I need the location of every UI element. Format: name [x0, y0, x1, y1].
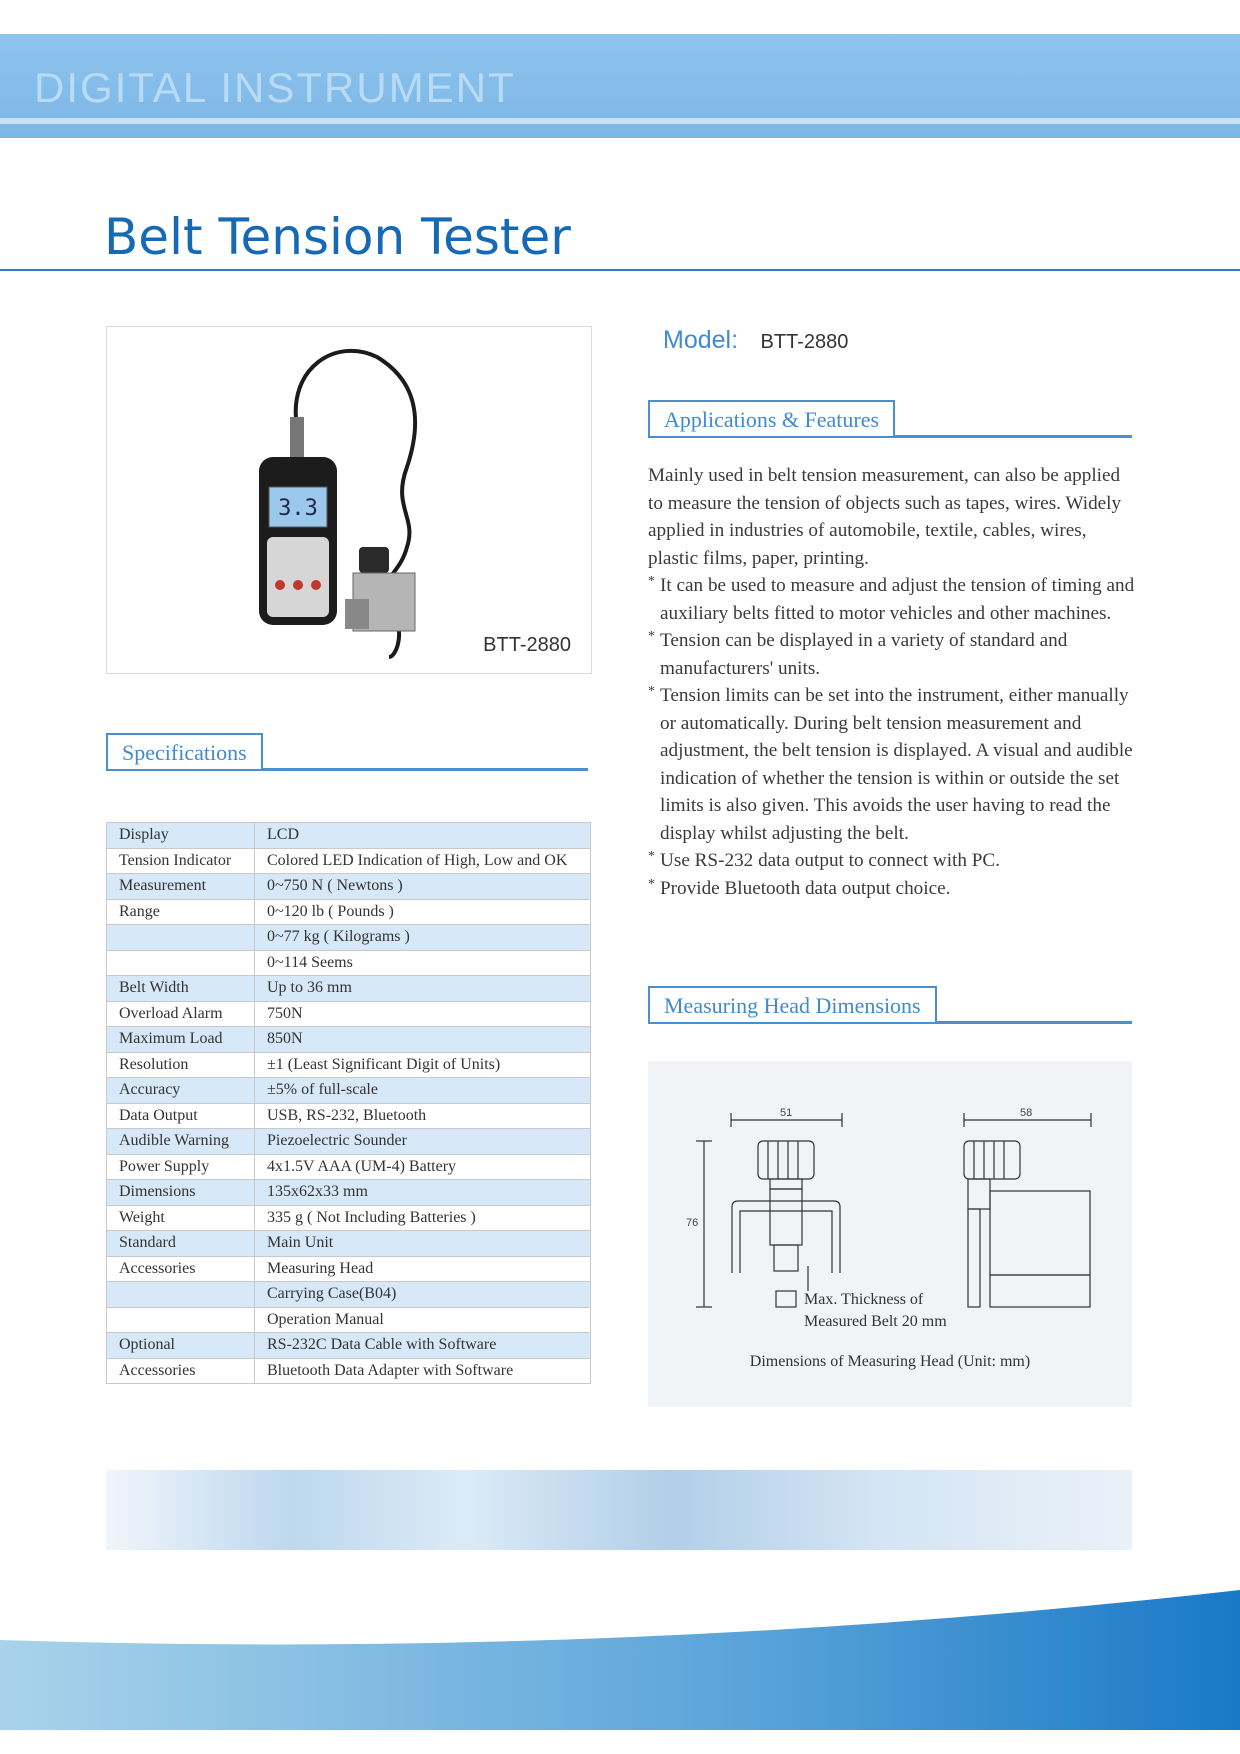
- table-row: Maximum Load 850N: [107, 1027, 591, 1053]
- specifications-heading: [106, 733, 588, 769]
- banner-title: DIGITAL INSTRUMENT: [34, 64, 516, 111]
- feature-bullet: * Provide Bluetooth data output choice.: [648, 876, 951, 899]
- table-row: Range 0~120 lb ( Pounds ): [107, 899, 591, 925]
- button-icon: [311, 580, 321, 590]
- table-row: 0~114 Seems: [107, 950, 591, 976]
- belt-thickness-note: [804, 1289, 947, 1333]
- table-row: Operation Manual: [107, 1307, 591, 1333]
- model-line: [663, 326, 848, 355]
- table-row: Overload Alarm 750N: [107, 1001, 591, 1027]
- head-clamp-icon: [345, 599, 369, 629]
- applications-tab: Applications & Features: [648, 400, 895, 436]
- note-line: Measured Belt 20 mm: [804, 1313, 947, 1330]
- table-row: Accessories Bluetooth Data Adapter with Software: [107, 1358, 591, 1384]
- decorative-circuit-banner: [106, 1470, 1132, 1550]
- head-knob-icon: [359, 547, 389, 573]
- dimensions-diagram: [648, 1061, 1132, 1407]
- table-row: Measurement 0~750 N ( Newtons ): [107, 874, 591, 900]
- feature-bullet: * It can be used to measure and adjust the tension of timing and auxiliary belts fitted to motor vehicles and other machines.: [648, 574, 1135, 624]
- table-row: Standard Main Unit: [107, 1231, 591, 1257]
- table-row: Accuracy ±5% of full-scale: [107, 1078, 591, 1104]
- side-body-icon: [990, 1191, 1090, 1275]
- applications-heading: [648, 400, 1132, 436]
- table-row: 0~77 kg ( Kilograms ): [107, 925, 591, 951]
- specifications-table: [106, 822, 591, 1384]
- table-row: Weight 335 g ( Not Including Batteries ): [107, 1205, 591, 1231]
- features-text: [648, 462, 1138, 902]
- table-row: Resolution ±1 (Least Significant Digit of Units): [107, 1052, 591, 1078]
- measuring-head-tab: Measuring Head Dimensions: [648, 986, 937, 1022]
- side-knob-icon: [964, 1141, 1020, 1179]
- connector-icon: [290, 417, 304, 457]
- note-line: Max. Thickness of: [804, 1291, 924, 1308]
- page-title: Belt Tension Tester: [104, 208, 571, 266]
- specifications-tab: Specifications: [106, 733, 263, 769]
- height-label: 76: [686, 1217, 699, 1229]
- table-row: Optional RS-232C Data Cable with Software: [107, 1333, 591, 1359]
- table-row: Dimensions 135x62x33 mm: [107, 1180, 591, 1206]
- button-icon: [275, 580, 285, 590]
- product-image-box: [106, 326, 592, 674]
- side-plate-icon: [968, 1209, 980, 1307]
- feature-bullet: * Tension can be displayed in a variety of standard and manufacturers' units.: [648, 629, 1068, 679]
- front-frame-icon: [732, 1201, 840, 1273]
- banner-stripe: [0, 118, 1240, 124]
- lcd-value: 3.3: [278, 496, 318, 521]
- width-front-label: 51: [780, 1107, 793, 1119]
- table-row: Audible Warning Piezoelectric Sounder: [107, 1129, 591, 1155]
- title-divider: [0, 269, 1240, 271]
- model-key: Model:: [663, 326, 739, 354]
- features-intro: Mainly used in belt tension measurement, can also be applied to measure the tension of objects such as tapes, wires. Widely applied in industries of automobile, textile, cables, wires, plastic films, paper, printing.: [648, 465, 1122, 569]
- model-value: BTT-2880: [760, 331, 849, 353]
- feature-bullet: * Use RS-232 data output to connect with PC.: [648, 849, 1001, 871]
- top-banner: [0, 34, 1240, 138]
- button-icon: [293, 580, 303, 590]
- feature-bullet: * Tension limits can be set into the instrument, either manually or automatically. During belt tension measurement and adjustment, the belt tension is displayed. A visual and audible indication of whether the tension is within or outside the set limits is also given. This avoids the user having to read the display whilst adjusting the belt.: [648, 684, 1133, 844]
- table-row: Power Supply 4x1.5V AAA (UM-4) Battery: [107, 1154, 591, 1180]
- table-row: Carrying Case(B04): [107, 1282, 591, 1308]
- width-side-label: 58: [1020, 1107, 1033, 1119]
- product-model-label: BTT-2880: [483, 634, 571, 656]
- table-row: Accessories Measuring Head: [107, 1256, 591, 1282]
- meter-panel-icon: [267, 537, 329, 617]
- front-knob-icon: [758, 1141, 814, 1179]
- measuring-head-heading: [648, 986, 1132, 1022]
- front-tip-icon: [776, 1291, 796, 1307]
- table-row: Belt Width Up to 36 mm: [107, 976, 591, 1002]
- product-illustration: [107, 327, 591, 673]
- dimensions-caption: Dimensions of Measuring Head (Unit: mm): [749, 1353, 1031, 1370]
- table-row: Tension Indicator Colored LED Indication of High, Low and OK: [107, 848, 591, 874]
- front-shaft-icon: [770, 1189, 802, 1245]
- table-row: Data Output USB, RS-232, Bluetooth: [107, 1103, 591, 1129]
- table-row: Display LCD: [107, 823, 591, 849]
- side-base-icon: [990, 1275, 1090, 1307]
- bottom-wave: [0, 1580, 1240, 1754]
